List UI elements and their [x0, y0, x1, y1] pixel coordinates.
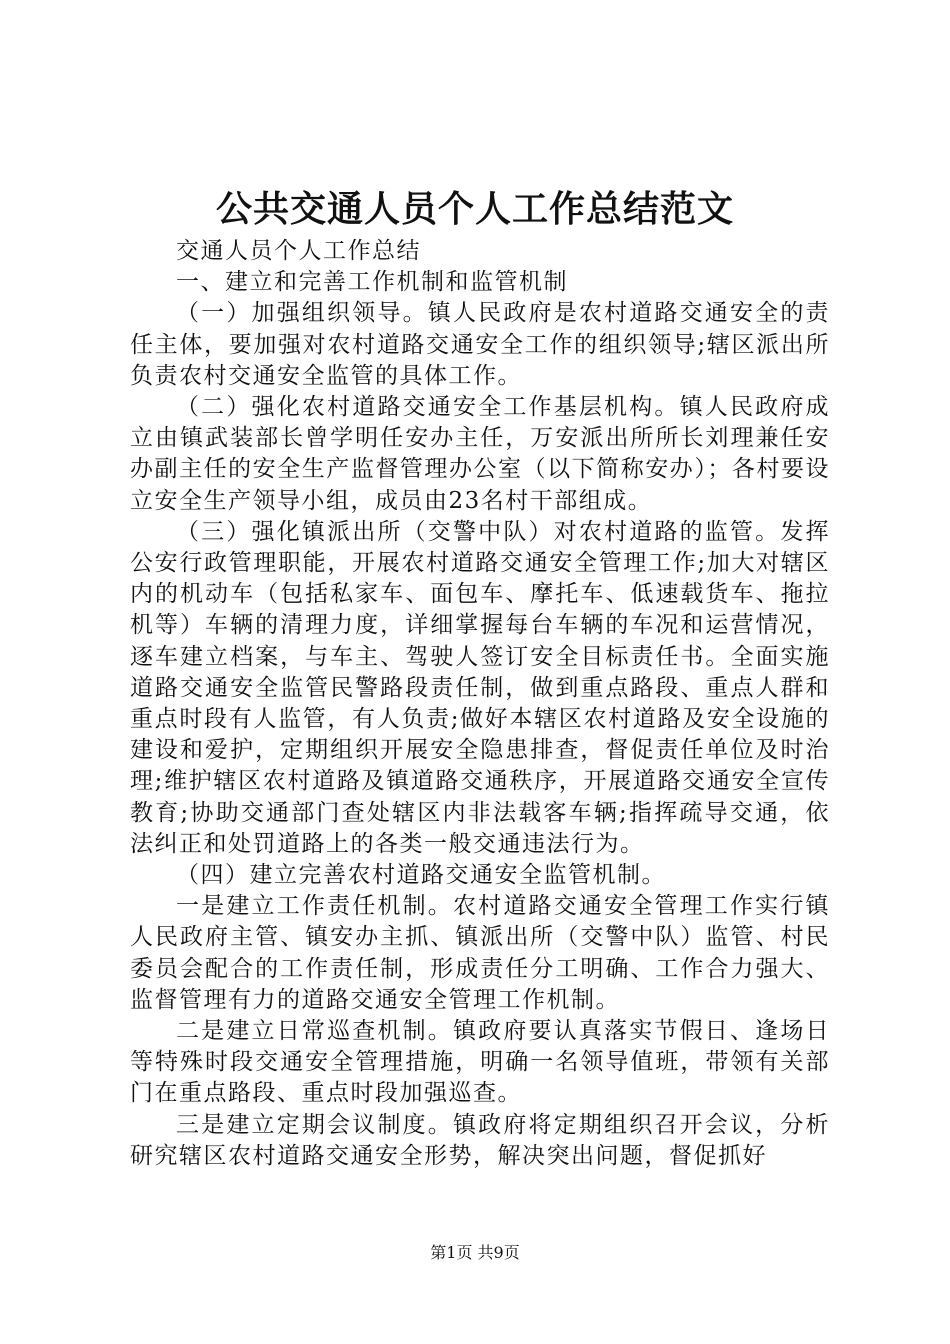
paragraph-item-1: （一）加强组织领导。镇人民政府是农村道路交通安全的责任主体，要加强对农村道路交通安全工作的组织领导;辖区派出所负责农村交通安全监管的具体工作。 [130, 300, 830, 389]
document-body [130, 236, 830, 1172]
page-number-footer: 第1页 共9页 [430, 1243, 520, 1262]
paragraph-section-heading: 一、建立和完善工作机制和监管机制 [176, 269, 568, 296]
paragraph-mechanism-1: 一是建立工作责任机制。农村道路交通安全管理工作实行镇人民政府主管、镇安办主抓、镇派出所（交警中队）监管、村民委员会配合的工作责任制，形成责任分工明确、工作合力强大、监督管理有力的道路交通安全管理工作机制。 [130, 893, 830, 1013]
document-title: 公共交通人员个人工作总结范文 [215, 188, 734, 230]
paragraph-item-4: （四）建立完善农村道路交通安全监管机制。 [176, 862, 666, 889]
paragraph-mechanism-2: 二是建立日常巡查机制。镇政府要认真落实节假日、逢场日等特殊时段交通安全管理措施，明确一名领导值班，带领有关部门在重点路段、重点时段加强巡查。 [130, 1018, 830, 1107]
paragraph-mechanism-3: 三是建立定期会议制度。镇政府将定期组织召开会议，分析研究辖区农村道路交通安全形势，解决突出问题，督促抓好 [130, 1111, 830, 1169]
paragraph-item-2: （二）强化农村道路交通安全工作基层机构。镇人民政府成立由镇武装部长曾学明任安办主任，万安派出所所长刘理兼任安办副主任的安全生产监督管理办公室（以下简称安办）；各村要设立安全生产领导小组，成员由23名村干部组成。 [130, 394, 830, 514]
paragraph-subtitle: 交通人员个人工作总结 [176, 238, 421, 264]
paragraph-item-3: （三）强化镇派出所（交警中队）对农村道路的监管。发挥公安行政管理职能，开展农村道路交通安全管理工作;加大对辖区内的机动车（包括私家车、面包车、摩托车、低速载货车、拖拉机等）车辆的清理力度，详细掌握每台车辆的车况和运营情况，逐车建立档案，与车主、驾驶人签订安全目标责任书。全面实施道路交通安全监管民警路段责任制，做到重点路段、重点人群和重点时段有人监管，有人负责;做好本辖区农村道路及安全设施的建设和爱护，定期组织开展安全隐患排查，督促责任单位及时治理;维护辖区农村道路及镇道路交通秩序，开展道路交通安全宣传教育;协助交通部门查处辖区内非法载客车辆;指挥疏导交通，依法纠正和处罚道路上的各类一般交通违法行为。 [130, 518, 830, 857]
